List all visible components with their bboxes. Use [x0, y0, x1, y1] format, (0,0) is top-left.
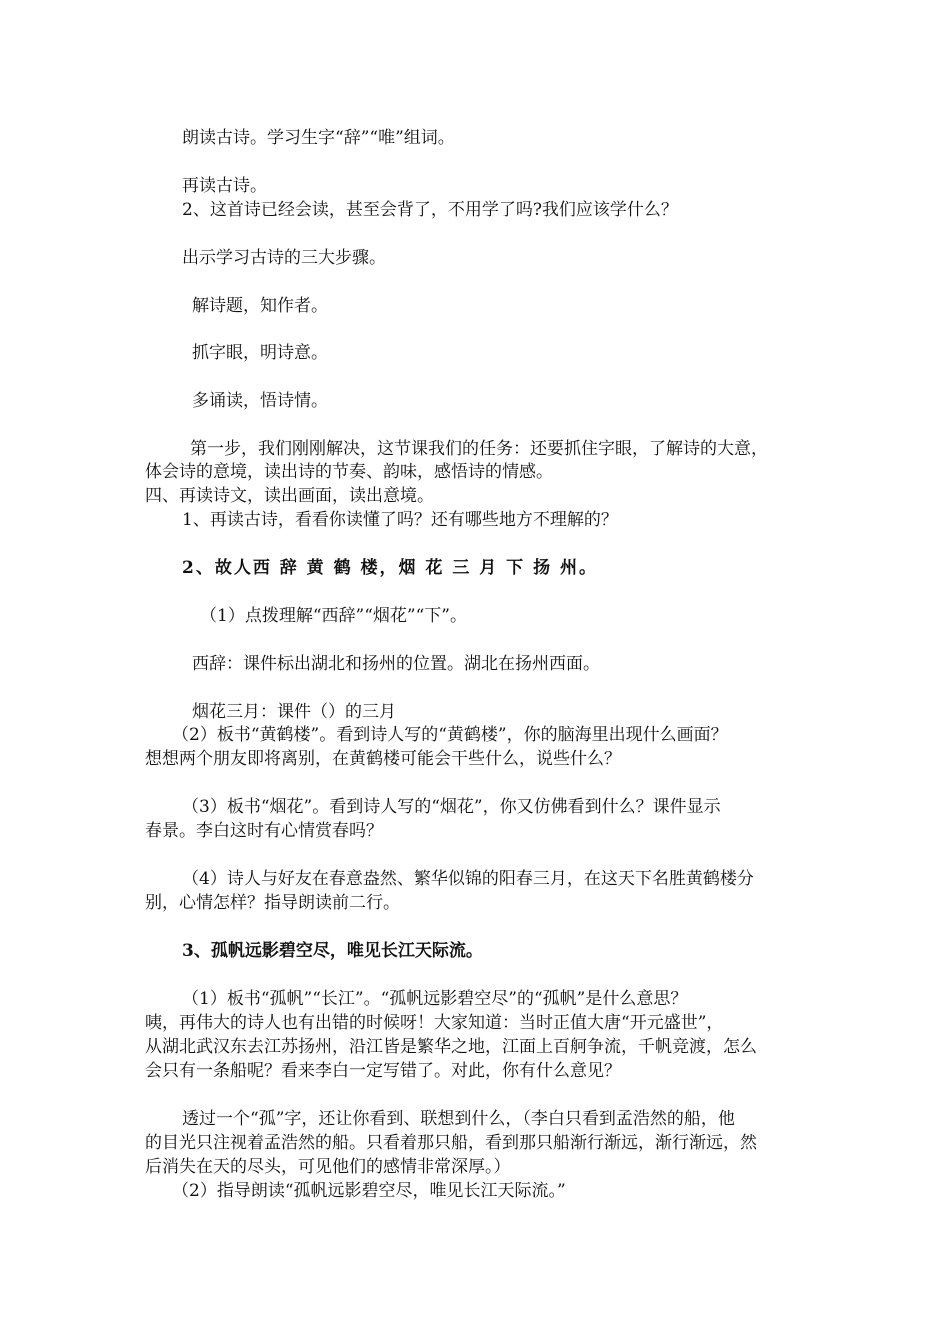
- poem-line: 2、故人西 辞 黄 鹤 楼，烟 花 三 月 下 扬 州。: [182, 558, 599, 578]
- text-line: 体会诗的意境，读出诗的节奏、韵味，感悟诗的情感。: [145, 462, 553, 482]
- text-line: 朗读古诗。学习生字“辞”“唯”组词。: [182, 128, 455, 148]
- text-line: 再读古诗。: [182, 176, 267, 196]
- step-line: 多诵读，悟诗情。: [192, 391, 328, 411]
- text-line: 春景。李白这时有心情赏春吗？: [145, 821, 383, 841]
- text-line: 1、再读古诗，看看你读懂了吗？还有哪些地方不理解的？: [182, 510, 618, 530]
- section-heading: 四、再读诗文，读出画面，读出意境。: [145, 486, 434, 506]
- text-line: （2）指导朗读“孤帆远影碧空尽，唯见长江天际流。”: [172, 1181, 566, 1201]
- step-line: 解诗题，知作者。: [192, 296, 328, 316]
- text-line: 透过一个“孤”字，还让你看到、联想到什么，（李白只看到孟浩然的船，他: [182, 1109, 735, 1129]
- text-line: 第一步，我们刚刚解决，这节课我们的任务：还要抓住字眼，了解诗的大意，: [190, 439, 768, 459]
- text-line: （1）点拨理解“西辞”“烟花”“下”。: [200, 606, 467, 626]
- text-line: 西辞：课件标出湖北和扬州的位置。湖北在扬州西面。: [192, 654, 600, 674]
- text-line: 咦，再伟大的诗人也有出错的时候呀！大家知道：当时正值大唐“开元盛世”，: [145, 1013, 724, 1033]
- text-line: 烟花三月：课件（）的三月: [192, 702, 396, 722]
- step-line: 抓字眼，明诗意。: [192, 343, 328, 363]
- text-line: 别，心情怎样？指导朗读前二行。: [145, 893, 400, 913]
- text-line: （3）板书“烟花”。看到诗人写的“烟花”，你又仿佛看到什么？课件显示: [182, 797, 721, 817]
- text-line: （2）板书“黄鹤楼”。看到诗人写的“黄鹤楼”，你的脑海里出现什么画面？: [172, 725, 728, 745]
- text-line: 出示学习古诗的三大步骤。: [182, 248, 386, 268]
- text-line: 从湖北武汉东去江苏扬州，沿江皆是繁华之地，江面上百舸争流，千帆竞渡，怎么: [145, 1037, 757, 1057]
- text-line: 想想两个朋友即将离别，在黄鹤楼可能会干些什么，说些什么？: [145, 749, 621, 769]
- text-line: 后消失在天的尽头，可见他们的感情非常深厚。）: [145, 1157, 511, 1177]
- text-line: 2、这首诗已经会读，甚至会背了，不用学了吗?我们应该学什么？: [182, 200, 678, 220]
- text-line: （4）诗人与好友在春意盎然、繁华似锦的阳春三月，在这天下名胜黄鹤楼分: [182, 869, 754, 889]
- text-line: 的目光只注视着孟浩然的船。只看着那只船，看到那只船渐行渐远，渐行渐远，然: [145, 1133, 757, 1153]
- text-line: 会只有一条船呢？看来李白一定写错了。对此，你有什么意见？: [145, 1061, 621, 1081]
- poem-line: 3、孤帆远影碧空尽，唯见长江天际流。: [182, 941, 483, 961]
- text-line: （1）板书“孤帆”“长江”。“孤帆远影碧空尽”的“孤帆”是什么意思？: [182, 989, 688, 1009]
